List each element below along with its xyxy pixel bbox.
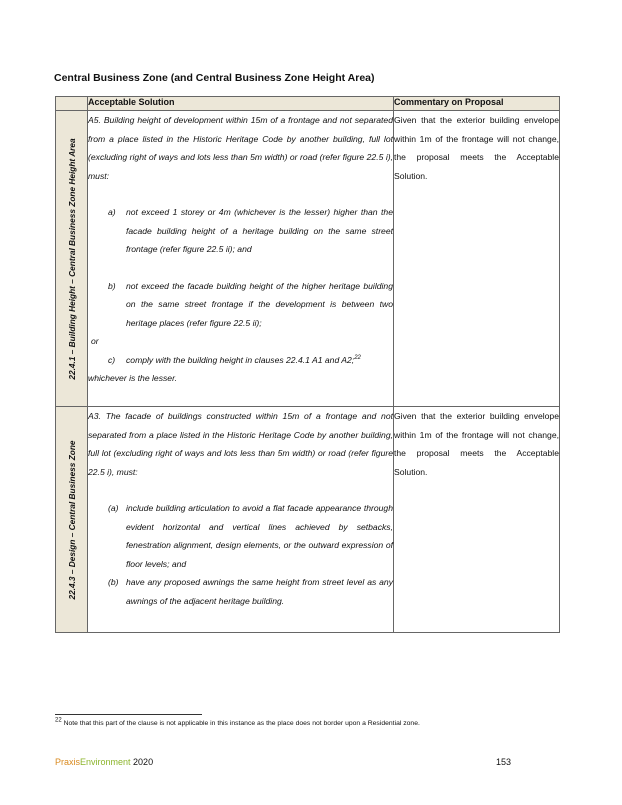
footnote-divider — [55, 714, 202, 715]
row-side-label: 22.4.3 – Design – Central Business Zone — [66, 439, 77, 600]
list-marker: c) — [108, 354, 116, 365]
list-marker: (a) — [108, 503, 119, 513]
brand-environment: Environment — [80, 757, 131, 767]
footnote-number: 22 — [55, 717, 62, 724]
table-header-row — [56, 97, 560, 111]
page-number: 153 — [496, 757, 512, 767]
acceptable-solution-cell — [88, 111, 394, 407]
header-acceptable-solution: Acceptable Solution — [88, 97, 394, 111]
list-item-text: not exceed the facade building height of the higher heritage building on the same street frontage if the development is between two heritage places (refer figure 22.5 ii); — [126, 280, 393, 328]
page-heading: Central Business Zone (and Central Business Zone Height Area) — [54, 72, 375, 84]
list-item-text-c — [126, 351, 393, 370]
zone-table — [55, 96, 560, 633]
list-item-text: have any proposed awnings the same height from street level as any awnings of the adjacent heritage building. — [126, 577, 393, 606]
header-blank-cell — [56, 97, 88, 111]
list-item — [108, 499, 393, 573]
solution-closing: whichever is the lesser. — [88, 373, 177, 383]
footer-brand — [55, 757, 153, 767]
row-side-label: 22.4.1 – Building Height – Central Business Zone Height Area — [66, 137, 77, 380]
footnote — [55, 717, 420, 727]
footer-year: 2020 — [130, 757, 154, 767]
row-side-label-cell — [56, 111, 88, 407]
list-item — [108, 573, 393, 610]
list-marker: b) — [108, 280, 116, 291]
list-marker: (b) — [108, 577, 119, 587]
brand-praxis: Praxis — [55, 757, 81, 767]
solution-intro: A3. The facade of buildings constructed within 15m of a frontage and not separated from a place listed in the Historic Heritage Code by another building, full lot (excluding right of ways and lots less than 5m width) or road (refer figure 22.5 i), must: — [88, 411, 393, 477]
list-item-text: include building articulation to avoid a flat facade appearance through evident horizontal and vertical lines achieved by setbacks, fenestration alignment, design elements, or the outward expression of floor levels; and — [126, 503, 393, 569]
row-side-label-cell — [56, 407, 88, 633]
table-row — [56, 111, 560, 407]
header-commentary: Commentary on Proposal — [394, 97, 560, 111]
commentary-cell: Given that the exterior building envelope within 1m of the frontage will not change, the proposal meets the Acceptable Solution. — [394, 407, 560, 633]
or-text: or — [91, 336, 99, 346]
list-item-text: not exceed 1 storey or 4m (whichever is the lesser) higher than the facade building height of a heritage building on the same street frontage (refer figure 22.5 ii); and — [126, 207, 393, 254]
acceptable-solution-cell — [88, 407, 394, 633]
solution-intro: A5. Building height of development within 15m of a frontage and not separated from a place listed in the Historic Heritage Code by another building, full lot (excluding right of ways and lots less than 5m width) or road (refer figure 22.5 i), must: — [88, 115, 393, 181]
list-marker: a) — [108, 207, 116, 217]
commentary-cell: Given that the exterior building envelope within 1m of the frontage will not change, the proposal meets the Acceptable Solution. — [394, 111, 560, 407]
list-item — [108, 351, 393, 370]
list-item — [108, 203, 393, 259]
table-row — [56, 407, 560, 633]
list-item — [108, 277, 393, 333]
footnote-ref[interactable]: 22 — [354, 354, 361, 361]
footnote-text: Note that this part of the clause is not applicable in this instance as the place does not border upon a Residential zone. — [61, 720, 420, 727]
item-c-text: comply with the building height in clauses 22.4.1 A1 and A2; — [126, 354, 355, 365]
